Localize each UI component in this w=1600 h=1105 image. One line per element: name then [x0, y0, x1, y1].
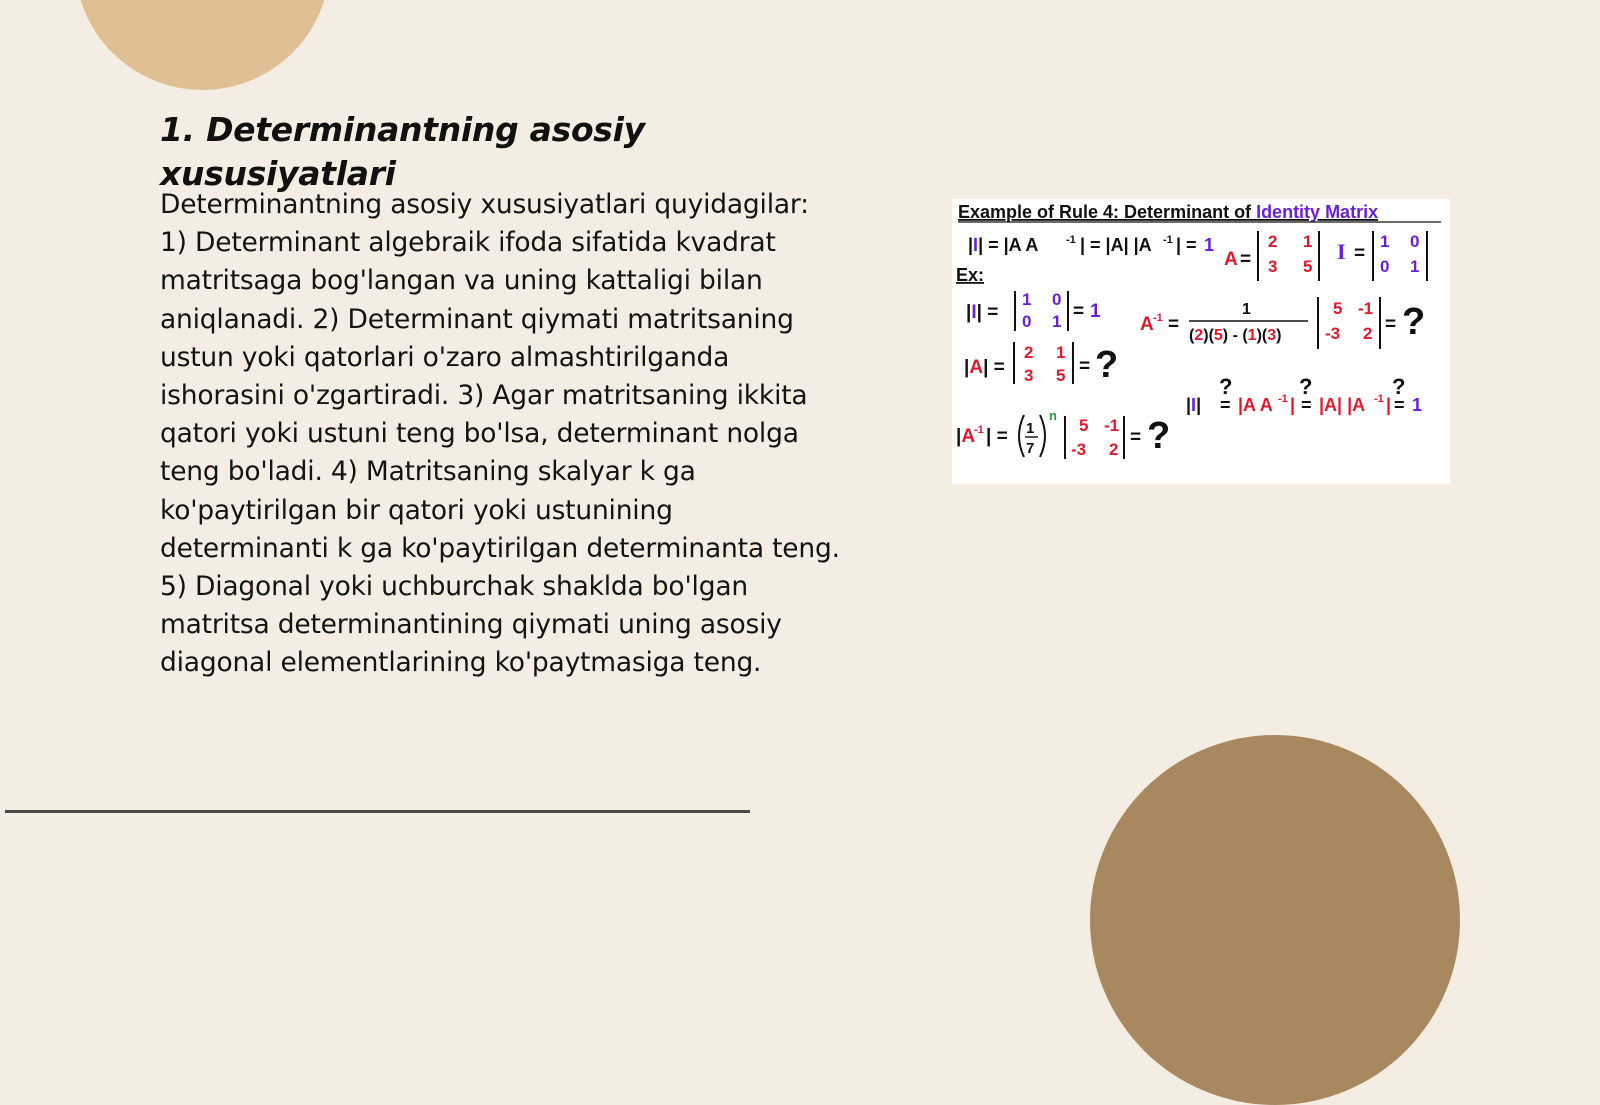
example-label: Ex:	[956, 265, 985, 285]
svg-text:|: |	[1290, 395, 1296, 415]
svg-text:n: n	[1049, 408, 1057, 423]
det-inverse	[956, 408, 1170, 459]
det-a	[964, 342, 1118, 386]
svg-text:| =: | =	[986, 426, 1008, 447]
svg-text:1: 1	[1056, 343, 1066, 362]
svg-text:1: 1	[1380, 232, 1390, 251]
svg-text:0: 0	[1380, 257, 1390, 276]
svg-text:=: =	[1073, 301, 1085, 322]
determinant-example-figure	[952, 199, 1450, 484]
svg-text:=: =	[1168, 314, 1180, 335]
decorative-circle-bottom	[1090, 735, 1460, 1105]
svg-text:-1: -1	[1163, 234, 1173, 246]
svg-text:1: 1	[1412, 395, 1423, 415]
rule-statement	[968, 234, 1214, 255]
svg-text:=: =	[1385, 314, 1397, 335]
svg-text:|I| =: |I| =	[966, 302, 999, 323]
svg-text:5: 5	[1056, 366, 1066, 385]
svg-text:5: 5	[1079, 416, 1089, 435]
svg-text:1: 1	[1204, 235, 1215, 255]
svg-text:1: 1	[1026, 420, 1035, 437]
svg-text:-1: -1	[1066, 234, 1076, 246]
svg-text:-3: -3	[1071, 440, 1087, 459]
matrix-a-definition	[1224, 231, 1319, 281]
slide-body-text: Determinantning asosiy xususiyatlari quyidagilar: 1) Determinant algebraik ifoda sifatida kvadrat matritsaga bog'langan va uning kattaligi bilan aniqlanadi. 2) Determinant qiymati matritsaning ustun yoki qatorlari o'zaro almashtirilganda ishorasini o'zgartiradi. 3) Agar matritsaning ikkita qatori yoki ustuni teng bo'lsa, determinant nolga teng bo'ladi. 4) Matritsaning skalyar k ga ko'paytirilgan bir qatori yoki ustunining determinanti k ga ko'paytirilgan determinanta teng. 5) Diagonal yoki uchburchak shaklda bo'lgan matritsa determinantining qiymati uning asosiy diagonal elementlarining ko'paytmasiga teng.	[160, 189, 840, 679]
svg-text:2: 2	[1363, 324, 1373, 343]
svg-text:?: ?	[1299, 374, 1313, 399]
svg-text:=: =	[1130, 427, 1142, 448]
svg-text:A: A	[1140, 314, 1154, 335]
svg-text:=: =	[1079, 356, 1091, 377]
svg-text:7: 7	[1026, 440, 1035, 457]
svg-text:-1: -1	[1104, 416, 1120, 435]
svg-text:1: 1	[1090, 301, 1101, 322]
svg-text:|: |	[1386, 395, 1392, 415]
svg-text:1: 1	[1410, 257, 1420, 276]
svg-text:-1: -1	[1358, 299, 1374, 318]
svg-text:-1: -1	[1374, 393, 1384, 405]
svg-text:=: =	[1301, 395, 1312, 415]
svg-text:0: 0	[1052, 290, 1062, 309]
svg-text:|A| =: |A| =	[964, 357, 1005, 378]
svg-text:|A| |A: |A| |A	[1319, 395, 1366, 415]
svg-text:-1: -1	[1278, 393, 1288, 405]
svg-text:|I|: |I|	[1186, 395, 1202, 415]
svg-text:=: =	[1220, 395, 1231, 415]
matrix-i-definition	[1337, 231, 1427, 281]
svg-text:-1: -1	[1153, 312, 1163, 324]
figure-heading: Example of Rule 4: Determinant of Identity Matrix	[958, 202, 1379, 222]
svg-text:A: A	[1224, 249, 1238, 270]
svg-text:-3: -3	[1325, 324, 1341, 343]
svg-text:|A: |A	[956, 426, 976, 447]
svg-text:| =: | =	[1176, 235, 1197, 255]
svg-text:|I| = |A A: |I| = |A A	[968, 235, 1039, 255]
svg-text:| = |A| |A: | = |A| |A	[1080, 235, 1152, 255]
svg-text:?: ?	[1095, 344, 1119, 386]
svg-text:0: 0	[1410, 232, 1420, 251]
svg-text:I: I	[1337, 239, 1346, 264]
svg-text:?: ?	[1147, 415, 1171, 457]
svg-text:?: ?	[1219, 374, 1233, 399]
svg-text:5: 5	[1303, 257, 1313, 276]
svg-text:1: 1	[1052, 312, 1062, 331]
svg-text:3: 3	[1268, 257, 1278, 276]
svg-text:-1: -1	[974, 424, 984, 436]
svg-text:1: 1	[1022, 290, 1032, 309]
svg-text:?: ?	[1392, 374, 1406, 399]
det-identity	[966, 290, 1101, 331]
svg-text:1: 1	[1303, 232, 1313, 251]
svg-text:2: 2	[1024, 343, 1034, 362]
svg-text:=: =	[1354, 243, 1366, 264]
divider-line	[5, 810, 750, 813]
inverse-formula	[1140, 297, 1425, 349]
svg-text:5: 5	[1333, 299, 1343, 318]
svg-text:2: 2	[1268, 232, 1278, 251]
svg-text:(2)(5) - (1)(3): (2)(5) - (1)(3)	[1189, 327, 1282, 344]
slide-title: 1. Determinantning asosiy xususiyatlari	[160, 110, 645, 193]
rule-check	[1186, 374, 1422, 415]
svg-text:2: 2	[1109, 440, 1119, 459]
svg-text:?: ?	[1402, 301, 1426, 343]
svg-text:1: 1	[1242, 301, 1251, 318]
svg-text:=: =	[1240, 249, 1252, 270]
decorative-circle-top	[75, 0, 330, 90]
svg-text:|A A: |A A	[1238, 395, 1273, 415]
svg-text:3: 3	[1024, 366, 1034, 385]
svg-text:0: 0	[1022, 312, 1032, 331]
svg-text:=: =	[1394, 395, 1405, 415]
